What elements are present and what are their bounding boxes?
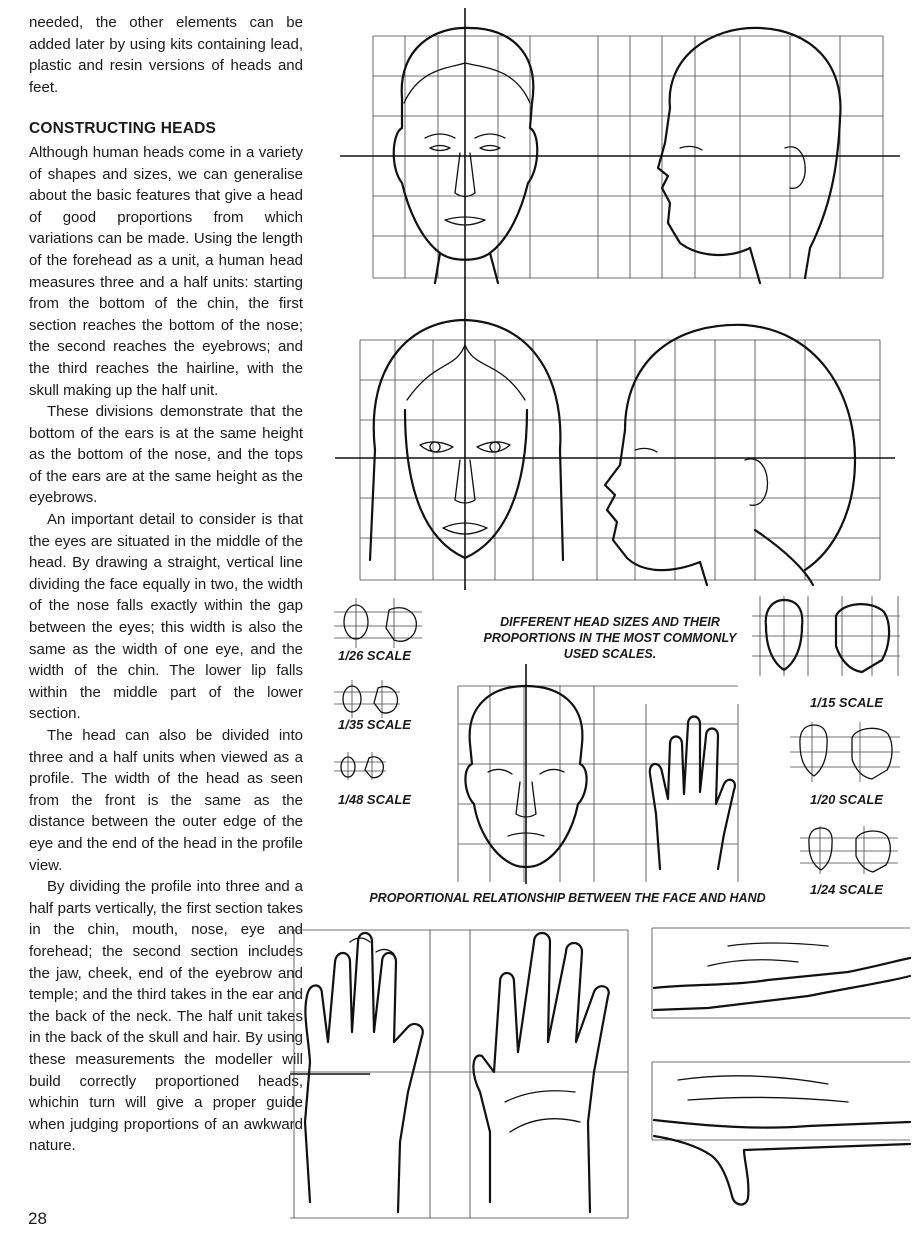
male-head-proportions-figure	[340, 8, 900, 300]
section-heading: CONSTRUCTING HEADS	[29, 120, 217, 138]
body-paragraph: An important detail to consider is that the eyes are situated in the middle of the head. By drawing a straight, vertical line dividing the face equally in two, the width of the nose falls exactly within the gap between the eyes; this width is also the same as the width of one eye, and the width of the chin. The lower lip falls within the middle part of the lower section.	[29, 511, 303, 723]
face-hand-caption: PROPORTIONAL RELATIONSHIP BETWEEN THE FACE AND HAND	[369, 891, 766, 905]
scale-heads-1-24	[800, 826, 900, 876]
body-paragraph: By dividing the profile into three and a half parts vertically, the first section takes in the chin, mouth, nose, eye and forehead; the second section includes the jaw, cheek, end of the eyebrow and temple; and the third takes in the ear and the back of the neck. The half unit takes in the back of the skull and hair. By using these measurements the modeller will build correctly proportioned heads, whichin turn will give a proper guide when judging proportions of an awkward nature.	[29, 878, 303, 1155]
scale-label: 1/48 SCALE	[338, 792, 411, 807]
body-paragraph: These divisions demonstrate that the bottom of the ears is at the same height as the bottom of the nose, and the tops of the ears are at the same height as the eyebrows.	[29, 403, 303, 507]
scale-heads-1-26	[334, 598, 424, 650]
article-body	[29, 12, 303, 1157]
body-paragraph: The head can also be divided into three and a half units when viewed as a profile. The width of the head as seen from the front is the same as the distance between the outer edge of the eye and the end of the head in the profile view.	[29, 727, 303, 874]
head-sizes-caption: DIFFERENT HEAD SIZES AND THEIR PROPORTIONS IN THE MOST COMMONLY USED SCALES.	[483, 615, 737, 661]
scale-label: 1/35 SCALE	[338, 717, 411, 732]
hand-proportions-figure	[290, 922, 640, 1222]
hand-side-view-figure	[648, 926, 910, 1022]
body-paragraph: Although human heads come in a variety of shapes and sizes, we can generalise about the basic features that give a head of good proportions from which variations can be made. Using the length of the forehead as a unit, a human head measures three and a half units: starting from the bottom of the chin, the first section reaches the bottom of the nose; the second reaches the eyebrows; and the third reaches the hairline, with the skull making up the half unit.	[29, 143, 303, 399]
scale-label: 1/20 SCALE	[810, 792, 883, 807]
scale-label: 1/15 SCALE	[810, 695, 883, 710]
scale-heads-1-20	[790, 722, 902, 784]
scale-heads-1-48	[334, 752, 390, 782]
page-number: 28	[28, 1209, 47, 1228]
face-hand-proportion-figure	[448, 664, 748, 884]
scale-heads-1-35	[334, 680, 404, 720]
scale-heads-1-15	[752, 596, 902, 678]
hand-thumb-view-figure	[648, 1060, 910, 1220]
scale-label: 1/26 SCALE	[338, 648, 411, 663]
intro-paragraph: needed, the other elements can be added later by using kits containing lead, plastic and resin versions of heads and feet.	[29, 14, 303, 96]
scale-label: 1/24 SCALE	[810, 882, 883, 897]
female-head-proportions-figure	[335, 300, 895, 590]
